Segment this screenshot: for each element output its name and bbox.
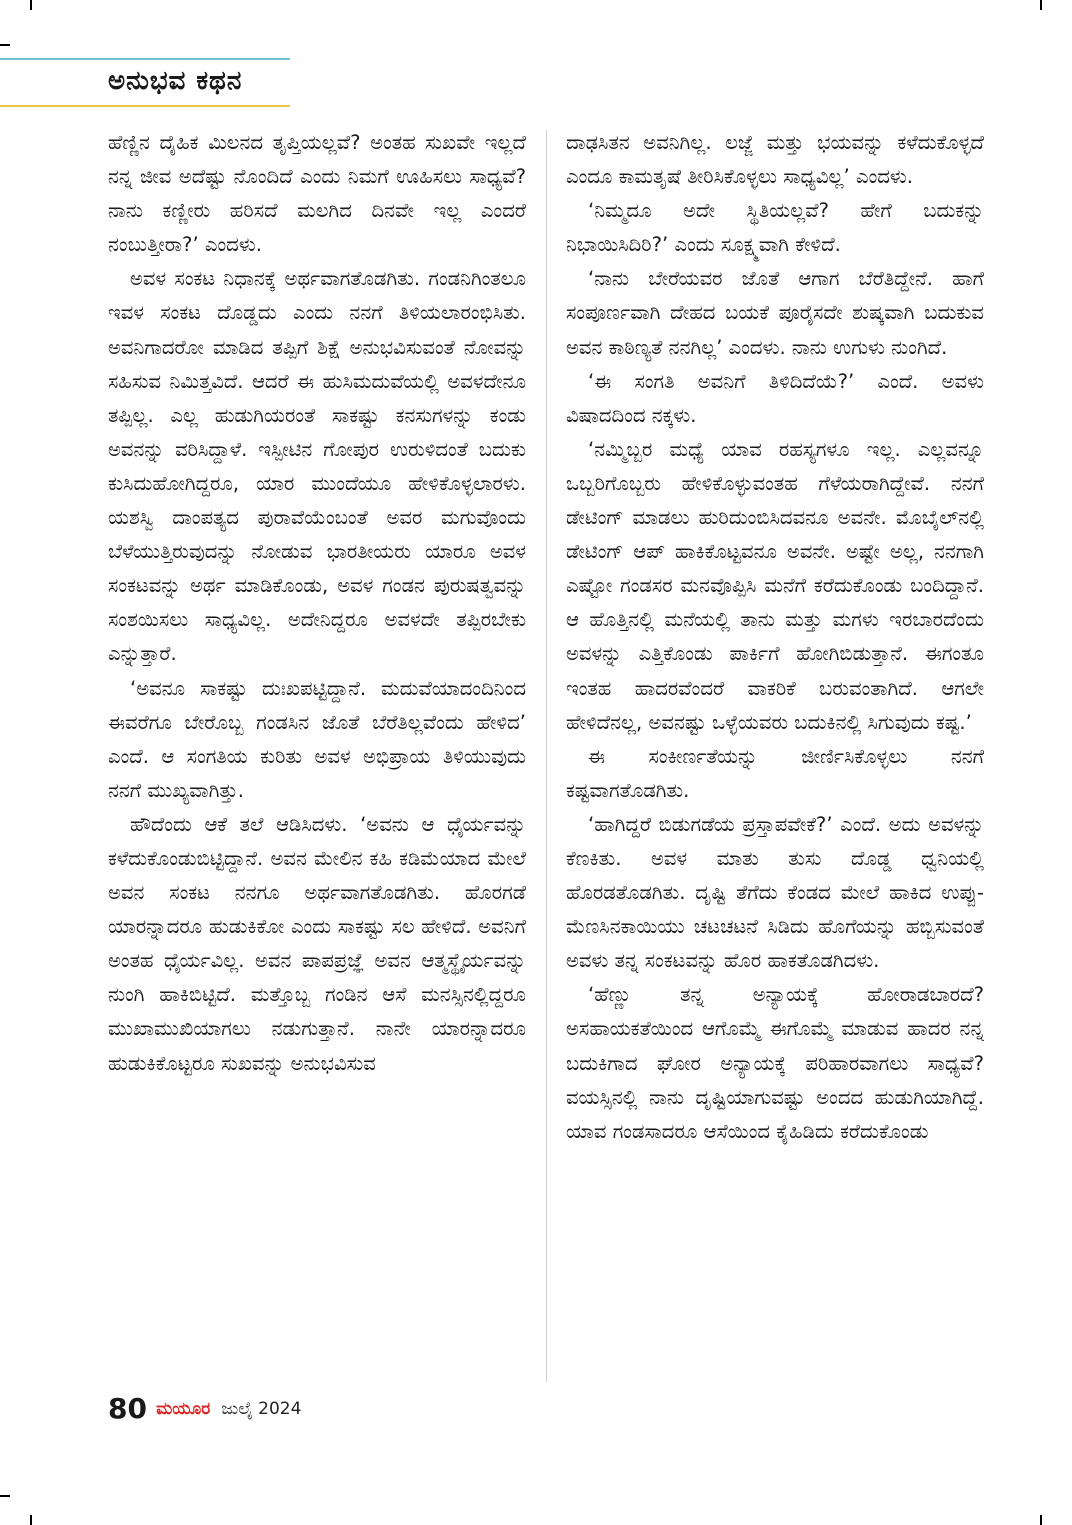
- issue-date: ಜುಲೈ 2024: [221, 1398, 302, 1419]
- crop-mark-bottom-left: [30, 1515, 32, 1525]
- crop-mark-bottom-left-h: [0, 1495, 10, 1497]
- paragraph: ‘ನಿಮ್ಮದೂ ಅದೇ ಸ್ಥಿತಿಯಲ್ಲವೆ? ಹೇಗೆ ಬದುಕನ್ನು ನಿಭಾಯಿಸಿದಿರಿ?’ ಎಂದು ಸೂಕ್ಷ್ಮವಾಗಿ ಕೇಳಿದೆ.: [566, 199, 984, 257]
- page-footer: [108, 1392, 301, 1428]
- paragraph: ದಾಢಸಿತನ ಅವನಿಗಿಲ್ಲ. ಲಜ್ಜೆ ಮತ್ತು ಭಯವನ್ನು ಕಳೆದುಕೊಳ್ಳದೆ ಎಂದೂ ಕಾಮತೃಷೆ ತೀರಿಸಿಕೊಳ್ಳಲು ಸಾಧ್ಯವಿಲ್ಲ’ ಎಂದಳು.: [566, 131, 984, 189]
- crop-mark-top-left: [30, 0, 32, 10]
- section-header: [0, 58, 290, 108]
- paragraph: ಹೌದೆಂದು ಆಕೆ ತಲೆ ಆಡಿಸಿದಳು. ‘ಅವನು ಆ ಧೈರ್ಯವನ್ನು ಕಳೆದುಕೊಂಡುಬಿಟ್ಟಿದ್ದಾನೆ. ಅವನ ಮೇಲಿನ ಕಹಿ ಕಡಿಮೆಯಾದ ಮೇಲೆ ಅವನ ಸಂಕಟ ನನಗೂ ಅರ್ಥವಾಗತೊಡಗಿತು. ಹೊರಗಡೆ ಯಾರನ್ನಾದರೂ ಹುಡುಕಿಕೋ ಎಂದು ಸಾಕಷ್ಟು ಸಲ ಹೇಳಿದೆ. ಅವನಿಗೆ ಅಂತಹ ಧೈರ್ಯವಿಲ್ಲ. ಅವನ ಪಾಪಪ್ರಜ್ಞೆ ಅವನ ಆತ್ಮಸ್ಥೈರ್ಯವನ್ನು ನುಂಗಿ ಹಾಕಿಬಿಟ್ಟಿದೆ. ಮತ್ತೊಬ್ಬ ಗಂಡಿನ ಆಸೆ ಮನಸ್ಸಿನಲ್ಲಿದ್ದರೂ ಮುಖಾಮುಖಿಯಾಗಲು ನಡುಗುತ್ತಾನೆ. ನಾನೇ ಯಾರನ್ನಾದರೂ ಹುಡುಕಿಕೊಟ್ಟರೂ ಸುಖವನ್ನು ಅನುಭವಿಸುವ: [108, 812, 526, 1075]
- column-divider: [546, 130, 547, 1382]
- paragraph: ‘ಅವನೂ ಸಾಕಷ್ಟು ದುಃಖಪಟ್ಟಿದ್ದಾನೆ. ಮದುವೆಯಾದಂದಿನಿಂದ ಈವರೆಗೂ ಬೇರೊಬ್ಬ ಗಂಡಸಿನ ಜೊತೆ ಬೆರೆತಿಲ್ಲವೆಂದು ಹೇಳಿದ’ ಎಂದೆ. ಆ ಸಂಗತಿಯ ಕುರಿತು ಅವಳ ಅಭಿಪ್ರಾಯ ತಿಳಿಯುವುದು ನನಗೆ ಮುಖ್ಯವಾಗಿತ್ತು.: [108, 676, 526, 802]
- paragraph: ‘ಹೆಣ್ಣು ತನ್ನ ಅನ್ಯಾಯಕ್ಕೆ ಹೋರಾಡಬಾರದೆ? ಅಸಹಾಯಕತೆಯಿಂದ ಆಗೊಮ್ಮೆ ಈಗೊಮ್ಮೆ ಮಾಡುವ ಹಾದರ ನನ್ನ ಬದುಕಿಗಾದ ಘೋರ ಅನ್ಯಾಯಕ್ಕೆ ಪರಿಹಾರವಾಗಲು ಸಾಧ್ಯವೆ? ವಯಸ್ಸಿನಲ್ಲಿ ನಾನು ದೃಷ್ಟಿಯಾಗುವಷ್ಟು ಅಂದದ ಹುಡುಗಿಯಾಗಿದ್ದೆ. ಯಾವ ಗಂಡಸಾದರೂ ಆಸೆಯಿಂದ ಕೈಹಿಡಿದು ಕರೆದುಕೊಂಡು: [566, 983, 984, 1143]
- section-title: ಅನುಭವ ಕಥನ: [108, 66, 243, 96]
- paragraph: ಈ ಸಂಕೀರ್ಣತೆಯನ್ನು ಜೀರ್ಣಿಸಿಕೊಳ್ಳಲು ನನಗೆ ಕಷ್ಟವಾಗತೊಡಗಿತು.: [566, 744, 984, 802]
- crop-mark-top-right: [1040, 0, 1042, 10]
- paragraph: ‘ನಾನು ಬೇರೆಯವರ ಜೊತೆ ಆಗಾಗ ಬೆರೆತಿದ್ದೇನೆ. ಹಾಗೆ ಸಂಪೂರ್ಣವಾಗಿ ದೇಹದ ಬಯಕೆ ಪೂರೈಸದೇ ಶುಷ್ಕವಾಗಿ ಬದುಕುವ ಅವನ ಕಾಠಿಣ್ಯತೆ ನನಗಿಲ್ಲ’ ಎಂದಳು. ನಾನು ಉಗುಳು ನುಂಗಿದೆ.: [566, 267, 984, 359]
- paragraph: ‘ಈ ಸಂಗತಿ ಅವನಿಗೆ ತಿಳಿದಿದೆಯೆ?’ ಎಂದೆ. ಅವಳು ವಿಷಾದದಿಂದ ನಕ್ಕಳು.: [566, 369, 984, 427]
- header-rule-top: [0, 58, 290, 60]
- paragraph: ಹೆಣ್ಣಿನ ದೈಹಿಕ ಮಿಲನದ ತೃಪ್ತಿಯಲ್ಲವೆ? ಅಂತಹ ಸುಖವೇ ಇಲ್ಲದೆ ನನ್ನ ಜೀವ ಅದೆಷ್ಟು ನೊಂದಿದೆ ಎಂದು ನಿಮಗೆ ಊಹಿಸಲು ಸಾಧ್ಯವೆ? ನಾನು ಕಣ್ಣೀರು ಹರಿಸದೆ ಮಲಗಿದ ದಿನವೇ ಇಲ್ಲ ಎಂದರೆ ನಂಬುತ್ತೀರಾ?’ ಎಂದಳು.: [108, 131, 526, 257]
- page-number: 80: [108, 1392, 147, 1425]
- header-rule-bottom: [0, 105, 290, 107]
- paragraph: ‘ನಮ್ಮಿಬ್ಬರ ಮಧ್ಯೆ ಯಾವ ರಹಸ್ಯಗಳೂ ಇಲ್ಲ. ಎಲ್ಲವನ್ನೂ ಒಬ್ಬರಿಗೊಬ್ಬರು ಹೇಳಿಕೊಳ್ಳುವಂತಹ ಗೆಳೆಯರಾಗಿದ್ದೇವೆ. ನನಗೆ ಡೇಟಿಂಗ್ ಮಾಡಲು ಹುರಿದುಂಬಿಸಿದವನೂ ಅವನೇ. ಮೊಬೈಲ್‌ನಲ್ಲಿ ಡೇಟಿಂಗ್ ಆಪ್ ಹಾಕಿಕೊಟ್ಟವನೂ ಅವನೇ. ಅಷ್ಟೇ ಅಲ್ಲ, ನನಗಾಗಿ ಎಷ್ಟೋ ಗಂಡಸರ ಮನವೊಪ್ಪಿಸಿ ಮನೆಗೆ ಕರೆದುಕೊಂಡು ಬಂದಿದ್ದಾನೆ. ಆ ಹೊತ್ತಿನಲ್ಲಿ ಮನೆಯಲ್ಲಿ ತಾನು ಮತ್ತು ಮಗಳು ಇರಬಾರದೆಂದು ಅವಳನ್ನು ಎತ್ತಿಕೊಂಡು ಪಾರ್ಕಿಗೆ ಹೋಗಿಬಿಡುತ್ತಾನೆ. ಈಗಂತೂ ಇಂತಹ ಹಾದರವೆಂದರೆ ವಾಕರಿಕೆ ಬರುವಂತಾಗಿದೆ. ಆಗಲೇ ಹೇಳಿದೆನಲ್ಲ, ಅವನಷ್ಟು ಒಳ್ಳೆಯವರು ಬದುಕಿನಲ್ಲಿ ಸಿಗುವುದು ಕಷ್ಟ.’: [566, 437, 984, 734]
- left-column: [108, 126, 526, 1081]
- right-column: [566, 126, 984, 1149]
- magazine-logo: ಮಯೂರ: [156, 1398, 211, 1419]
- paragraph: ‘ಹಾಗಿದ್ದರೆ ಬಿಡುಗಡೆಯ ಪ್ರಸ್ತಾಪವೇಕೆ?’ ಎಂದೆ. ಅದು ಅವಳನ್ನು ಕೆಣಕಿತು. ಅವಳ ಮಾತು ತುಸು ದೊಡ್ಡ ಧ್ವನಿಯಲ್ಲಿ ಹೊರಡತೊಡಗಿತು. ದೃಷ್ಟಿ ತೆಗೆದು ಕೆಂಡದ ಮೇಲೆ ಹಾಕಿದ ಉಪ್ಪು-ಮೆಣಸಿನಕಾಯಿಯು ಚಟಚಟನೆ ಸಿಡಿದು ಹೊಗೆಯನ್ನು ಹಬ್ಬಿಸುವಂತೆ ಅವಳು ತನ್ನ ಸಂಕಟವನ್ನು ಹೊರ ಹಾಕತೊಡಗಿದಳು.: [566, 812, 984, 973]
- crop-mark-bottom-right: [1040, 1515, 1042, 1525]
- crop-mark-top-left-h: [0, 44, 10, 46]
- paragraph: ಅವಳ ಸಂಕಟ ನಿಧಾನಕ್ಕೆ ಅರ್ಥವಾಗತೊಡಗಿತು. ಗಂಡನಿಗಿಂತಲೂ ಇವಳ ಸಂಕಟ ದೊಡ್ಡದು ಎಂದು ನನಗೆ ತಿಳಿಯಲಾರಂಭಿಸಿತು. ಅವನಿಗಾದರೋ ಮಾಡಿದ ತಪ್ಪಿಗೆ ಶಿಕ್ಷೆ ಅನುಭವಿಸುವಂತೆ ನೋವನ್ನು ಸಹಿಸುವ ನಿಮಿತ್ತವಿದೆ. ಆದರೆ ಈ ಹುಸಿಮದುವೆಯಲ್ಲಿ ಅವಳದೇನೂ ತಪ್ಪಿಲ್ಲ. ಎಲ್ಲ ಹುಡುಗಿಯರಂತೆ ಸಾಕಷ್ಟು ಕನಸುಗಳನ್ನು ಕಂಡು ಅವನನ್ನು ವರಿಸಿದ್ದಾಳೆ. ಇಸ್ಪೀಟಿನ ಗೋಪುರ ಉರುಳಿದಂತೆ ಬದುಕು ಕುಸಿದುಹೋಗಿದ್ದರೂ, ಯಾರ ಮುಂದೆಯೂ ಹೇಳಿಕೊಳ್ಳಲಾರಳು. ಯಶಸ್ವಿ ದಾಂಪತ್ಯದ ಪುರಾವೆಯೆಂಬಂತೆ ಅವರ ಮಗುವೊಂದು ಬೆಳೆಯುತ್ತಿರುವುದನ್ನು ನೋಡುವ ಭಾರತೀಯರು ಯಾರೂ ಅವಳ ಸಂಕಟವನ್ನು ಅರ್ಥ ಮಾಡಿಕೊಂಡು, ಅವಳ ಗಂಡನ ಪುರುಷತ್ವವನ್ನು ಸಂಶಯಿಸಲು ಸಾಧ್ಯವಿಲ್ಲ. ಅದೇನಿದ್ದರೂ ಅವಳದೇ ತಪ್ಪಿರಬೇಕು ಎನ್ನುತ್ತಾರೆ.: [108, 267, 526, 666]
